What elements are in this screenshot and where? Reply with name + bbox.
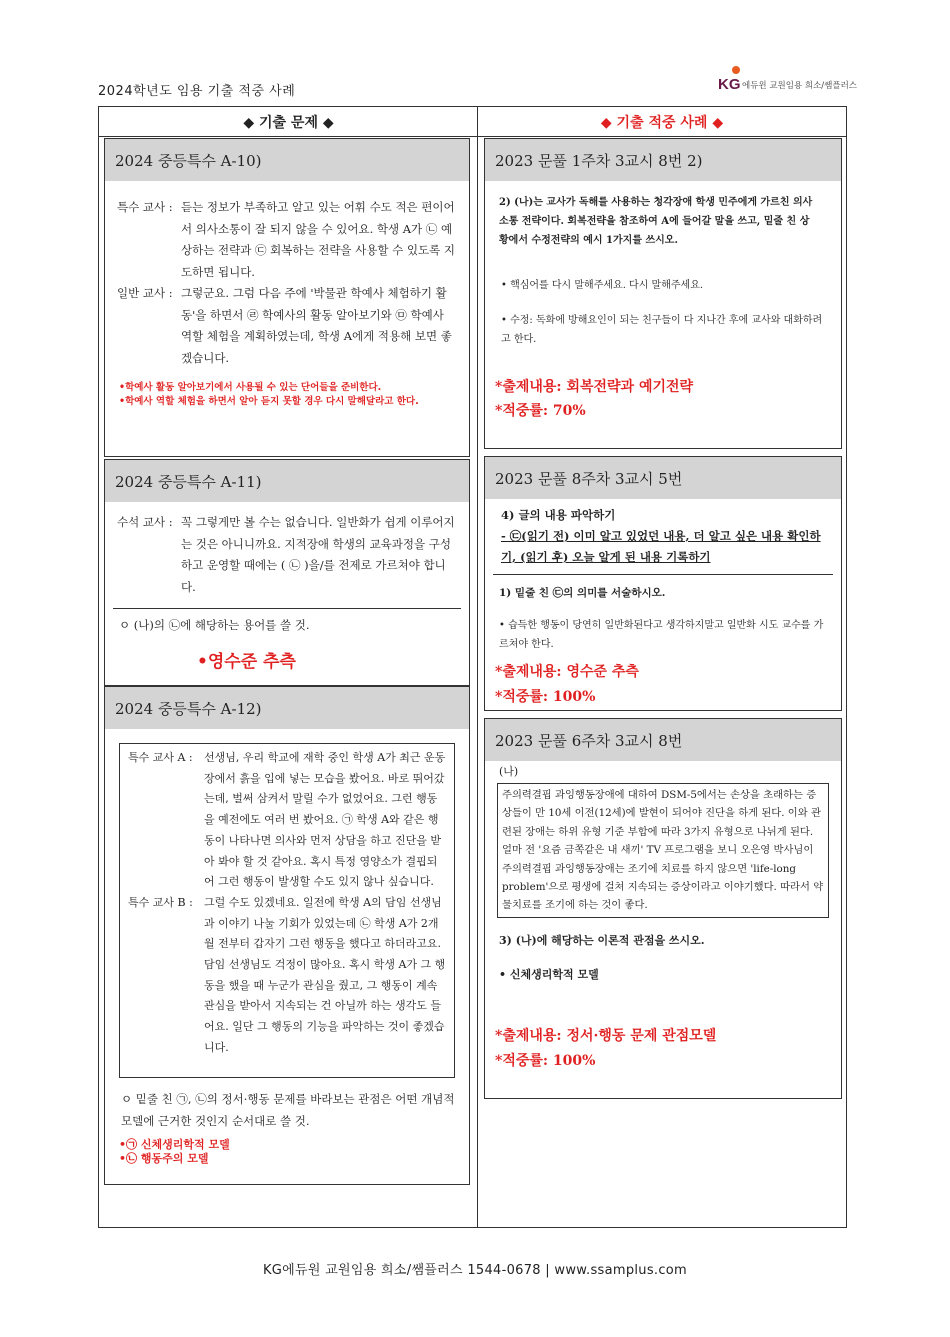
box-title: 2024 중등특수 A-11) bbox=[105, 460, 469, 502]
hit-content: *출제내용: 회복전략과 예기전략 bbox=[495, 379, 694, 395]
step-detail: - ㉢(읽기 전) 이미 알고 있었던 내용, 더 알고 싶은 내용 확인하기, (읽기 후) 오늘 알게 된 내용 기록하기 bbox=[501, 529, 821, 564]
question: ㅇ 밑줄 친 ㉠, ㉡의 정서·행동 문제를 바라보는 관점은 어떤 개념적 모델에 근거한 것인지 순서대로 쓸 것. bbox=[121, 1092, 455, 1128]
box-title: 2024 중등특수 A-10) bbox=[105, 139, 469, 181]
answer-line: • 핵심어를 다시 말해주세요. 다시 말해주세요. bbox=[501, 280, 704, 291]
box-title: 2023 문풀 6주차 3교시 8번 bbox=[485, 719, 841, 761]
dialog-line bbox=[128, 748, 446, 893]
answer-line: •㉡ 행동주의 모델 bbox=[119, 1152, 209, 1165]
dialog-line bbox=[117, 283, 457, 369]
utterance: 꼭 그렇게만 볼 수는 없습니다. 일반화가 쉽게 이루어지는 것은 아니니까요. 지적장애 학생의 교육과정을 구성하고 운영할 때에는 ( ㉡ )을/를 전제로 가르쳐야 합니다. bbox=[181, 515, 455, 594]
dialog-line bbox=[117, 512, 457, 598]
speaker: 일반 교사 : bbox=[117, 286, 173, 300]
logo-text: 에듀윈 교원임용 희소/쌤플러스 bbox=[742, 81, 858, 91]
box-title: 2024 중등특수 A-12) bbox=[105, 687, 469, 729]
logo-mark-icon bbox=[732, 66, 740, 74]
exam-box-a11 bbox=[104, 459, 470, 686]
speaker: 특수 교사 B : bbox=[128, 895, 193, 909]
question: ㅇ (나)의 ㉡에 해당하는 용어를 쓸 것. bbox=[119, 618, 310, 632]
utterance: 그럴 수도 있겠네요. 일전에 학생 A의 담임 선생님과 이야기 나눌 기회가 있었는데 ㉡ 학생 A가 2개월 전부터 갑자기 그런 행동을 했다고 하더라고요. 담임 선생님도 걱정이 많아요. 혹시 학생 A가 그 행동을 했을 때 누군가 관심을 줬고, 그 행동이 계속 관심을 받아서 지속되는 건 아닐까 하는 생각도 들어요. 일단 그 행동의 기능을 파악하는 것이 좋겠습니다. bbox=[204, 895, 446, 1054]
right-column-header: ◆ 기출 적중 사례 ◆ bbox=[478, 107, 846, 137]
utterance: 선생님, 우리 학교에 재학 중인 학생 A가 최근 운동장에서 흙을 입에 넣는 모습을 봤어요. 바로 뛰어갔는데, 벌써 삼켜서 말릴 수가 없었어요. 그런 행동을 예전에도 여러 번 봤어요. ㉠ 학생 A와 같은 행동이 나타나면 의사와 먼저 상담을 하고 진단을 받아 봐야 할 것 같아요. 혹시 특정 영양소가 결핍되어 그런 행동이 발생할 수도 있지 않나 싶습니다. bbox=[204, 751, 446, 889]
answer: • 신체생리학적 모델 bbox=[499, 967, 599, 981]
brand-logo bbox=[718, 66, 858, 94]
hit-rate: *적중률: 100% bbox=[495, 1052, 596, 1069]
passage-box: 주의력결핍 과잉행동장애에 대하여 DSM-5에서는 손상을 초래하는 증상들이 만 10세 이전(12세)에 발현이 되어야 진단을 하게 된다. 이와 관련된 장애는 하위 유형 기준 부합에 따라 3가지 유형으로 나뉘게 된다. 얼마 전 '요즘 금쪽같은 내 새끼' TV 프로그램을 보니 오은영 박사님이 주의력결핍 과잉행동장애는 조기에 치료를 하지 않으면 'life-long problem'으로 평생에 걸쳐 지속되는 증상이라고 이야기했다. 따라서 약물치료를 조기에 하는 것이 좋다. bbox=[497, 783, 829, 918]
dialog-line bbox=[117, 197, 457, 283]
hit-rate: *적중률: 100% bbox=[495, 689, 596, 705]
answer-line: •학예사 활동 알아보기에서 사용될 수 있는 단어들을 준비한다. bbox=[119, 382, 382, 393]
utterance: 그렇군요. 그럼 다음 주에 '박물관 학예사 체험하기 활동'을 하면서 ㉣ 학예사의 활동 알아보기와 ㉤ 학예사 역할 체험을 계획하였는데, 학생 A에게 적용해 보면 좋겠습니다. bbox=[181, 286, 452, 365]
hit-box-week8 bbox=[484, 456, 842, 711]
exam-box-a10 bbox=[104, 138, 470, 457]
speaker: 특수 교사 : bbox=[117, 200, 173, 214]
speaker: 수석 교사 : bbox=[117, 515, 173, 529]
box-title: 2023 문풀 8주차 3교시 5번 bbox=[485, 457, 841, 499]
column-divider bbox=[477, 107, 478, 1227]
hit-content: *출제내용: 정서·행동 문제 관점모델 bbox=[495, 1027, 717, 1044]
answer-line: •학예사 역할 체험을 하면서 알아 듣지 못할 경우 다시 말해달라고 한다. bbox=[119, 396, 419, 407]
question: 1) 밑줄 친 ㉢의 의미를 서술하시오. bbox=[499, 587, 666, 599]
question: 3) (나)에 해당하는 이론적 관점을 쓰시오. bbox=[499, 933, 705, 947]
hit-box-week1 bbox=[484, 138, 842, 449]
logo-brand: KG bbox=[718, 76, 741, 93]
page-footer: KG에듀원 교원임용 희소/쌤플러스 1544-0678 | www.ssamplus.com bbox=[262, 1263, 688, 1278]
exam-box-a12 bbox=[104, 686, 470, 1185]
hit-content: *출제내용: 영수준 추측 bbox=[495, 664, 639, 680]
left-column-header: ◆ 기출 문제 ◆ bbox=[99, 107, 478, 137]
utterance: 듣는 정보가 부족하고 알고 있는 어휘 수도 적은 편이어서 의사소통이 잘 되지 않을 수 있어요. 학생 A가 ㉡ 예상하는 전략과 ㉢ 회복하는 전략을 사용할 수 있도록 지도하면 됩니다. bbox=[181, 200, 456, 279]
hit-box-week6 bbox=[484, 718, 842, 1099]
box-title: 2023 문풀 1주차 3교시 8번 2) bbox=[485, 139, 841, 181]
answer: •영수준 추측 bbox=[197, 652, 296, 672]
question: 2) (나)는 교사가 독해를 사용하는 청각장애 학생 민주에게 가르친 의사소통 전략이다. 회복전략을 참조하여 A에 들어갈 말을 쓰고, 밑줄 친 상황에서 수정전략의 예시 1가지를 쓰시오. bbox=[499, 197, 813, 246]
speaker: 특수 교사 A : bbox=[128, 751, 193, 764]
answer-line: •㉠ 신체생리학적 모델 bbox=[119, 1138, 230, 1151]
document-title: 2024학년도 임용 기출 적중 사례 bbox=[98, 84, 296, 99]
step-title: 4) 글의 내용 파악하기 bbox=[501, 508, 616, 522]
answer-line: • 수정: 독화에 방해요인이 되는 친구들이 다 지나간 후에 교사와 대화하려고 한다. bbox=[501, 315, 823, 345]
hit-rate: *적중률: 70% bbox=[495, 403, 586, 419]
answer: • 습득한 행동이 당연히 일반화된다고 생각하지말고 일반화 시도 교수를 가르쳐야 한다. bbox=[499, 620, 824, 650]
passage-label: (나) bbox=[499, 765, 519, 778]
dialog-line bbox=[128, 893, 446, 1059]
